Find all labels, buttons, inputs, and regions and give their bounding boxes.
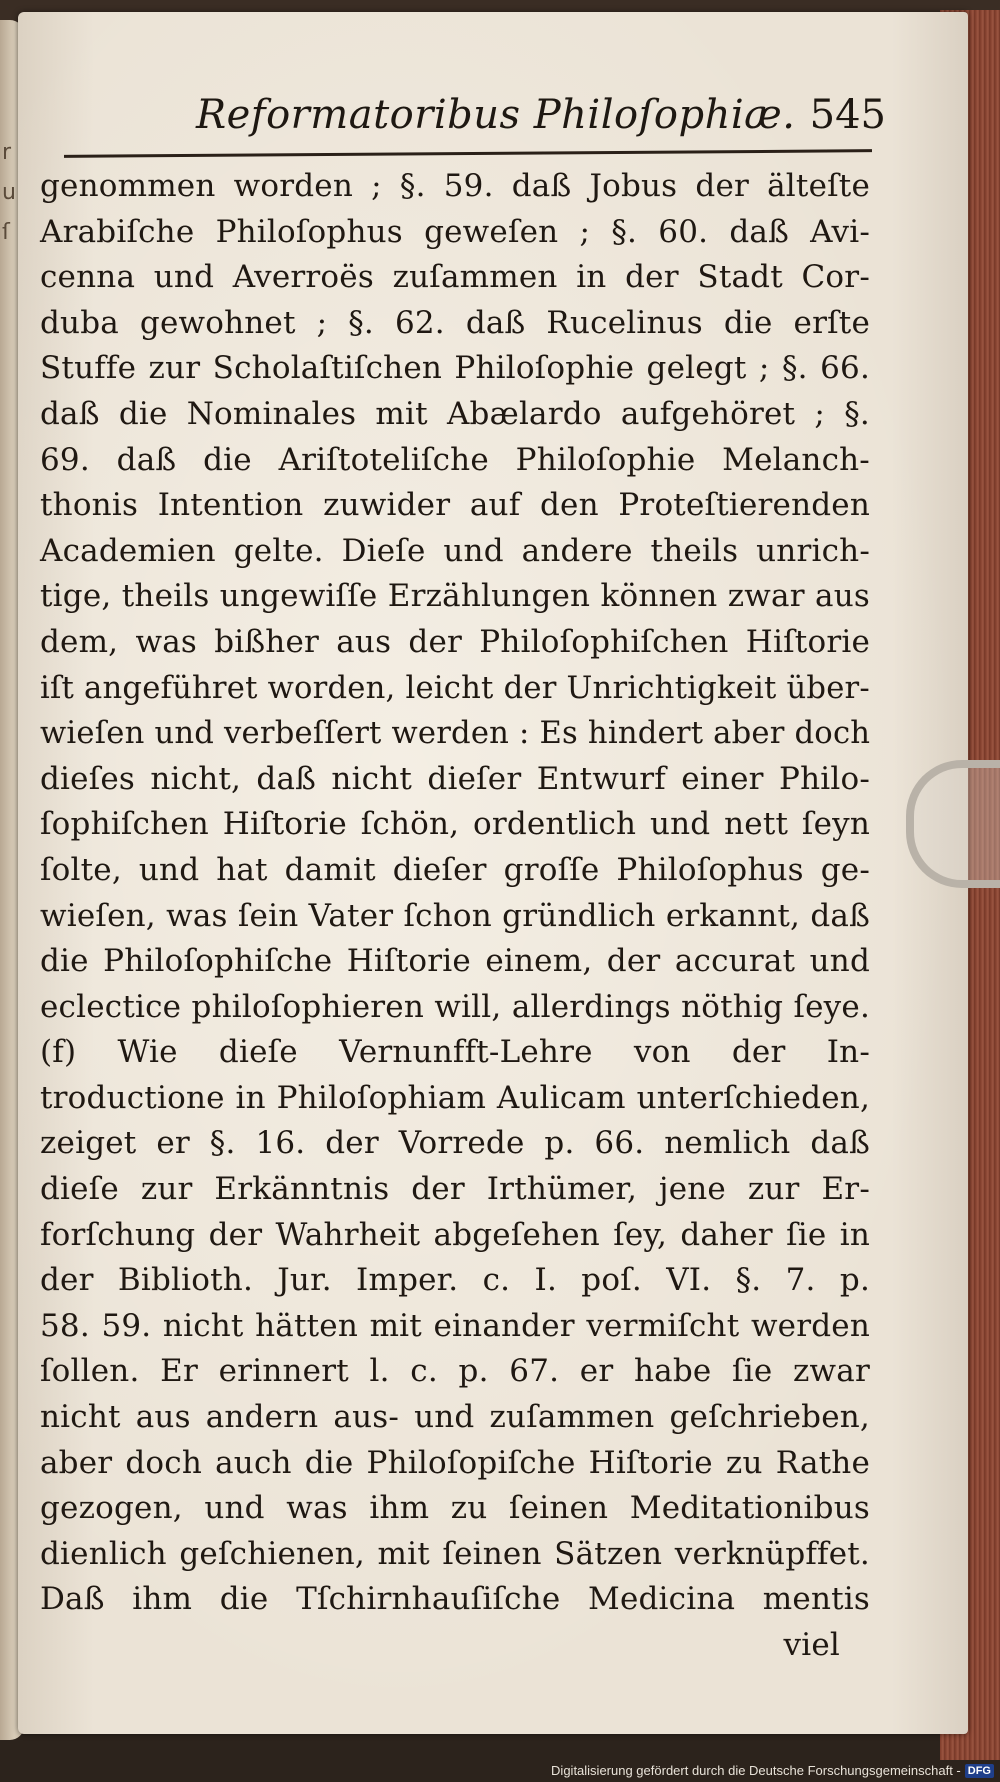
text-line: Stuffe zur Scholaſtiſchen Philoſophie gelegt ; §. 66. (40, 350, 870, 387)
text-line: iſt angeführet worden, leicht der Unrichtigkeit über- (40, 669, 870, 706)
page-number: 545 (809, 92, 886, 138)
text-line: duba gewohnet ; §. 62. daß Rucelinus die erſte (40, 304, 870, 341)
text-line: zeiget er §. 16. der Vorrede p. 66. nemlich daß (40, 1125, 870, 1162)
text-line: die Philoſophiſche Hiſtorie einem, der accurat und (40, 943, 870, 980)
text-line: dieſe zur Erkänntnis der Irthümer, jene zur Er- (40, 1171, 870, 1208)
text-line: nicht aus andern aus- und zuſammen geſchrieben, (40, 1399, 870, 1436)
text-line: ſollen. Er erinnert l. c. p. 67. er habe ſie zwar (40, 1353, 870, 1390)
text-line: tige, theils ungewiſſe Erzählungen können zwar aus (40, 578, 870, 615)
text-line: 69. daß die Ariſtoteliſche Philoſophie Melanch- (40, 441, 870, 478)
body-text (40, 164, 870, 1669)
bookmark-clip (906, 760, 1000, 888)
margin-glyph: u (2, 180, 16, 205)
text-line: Arabiſche Philoſophus geweſen ; §. 60. daß Avi- (40, 213, 870, 250)
footer-credit (551, 1763, 994, 1778)
text-line: daß die Nominales mit Abælardo aufgehöret ; §. (40, 395, 870, 432)
text-line: gezogen, und was ihm zu ſeinen Meditationibus (40, 1490, 870, 1527)
footer-credit-text: Digitalisierung gefördert durch die Deutsche Forschungsgemeinschaft - (551, 1763, 961, 1778)
text-line: wieſen und verbeſſert werden : Es hindert aber doch (40, 715, 871, 752)
text-line: Daß ihm die Tſchirnhauſiſche Medicina mentis (40, 1581, 870, 1618)
text-line: 58. 59. nicht hätten mit einander vermiſcht werden (40, 1307, 870, 1344)
margin-glyph: ſ (2, 220, 10, 245)
text-line: (f) Wie dieſe Vernunfft-Lehre von der In- (40, 1034, 870, 1071)
text-line: aber doch auch die Philoſopiſche Hiſtorie zu Rathe (40, 1444, 870, 1481)
text-line: troductione in Philoſophiam Aulicam unterſchieden, (40, 1079, 870, 1116)
text-line: cenna und Averroës zuſammen in der Stadt Cor- (40, 259, 870, 296)
text-line: ſophiſchen Hiſtorie ſchön, ordentlich und nett ſeyn (40, 806, 870, 843)
text-line: ſolte, und hat damit dieſer groſſe Philoſophus ge- (40, 851, 870, 888)
text-line: thonis Intention zuwider auf den Proteſtierenden (40, 487, 870, 524)
text-line: genommen worden ; §. 59. daß Jobus der älteſte (40, 168, 870, 204)
text-line: der Biblioth. Jur. Imper. c. I. poſ. VI. §. 7. p. (40, 1262, 870, 1299)
text-line: dienlich geſchienen, mit ſeinen Sätzen verknüpffet. (40, 1535, 870, 1572)
text-line: viel (783, 1627, 840, 1663)
text-line: Academien gelte. Dieſe und andere theils unrich- (40, 532, 870, 569)
dfg-logo: DFG (965, 1764, 994, 1778)
text-line: forſchung der Wahrheit abgeſehen ſey, daher ſie in (40, 1216, 870, 1253)
text-line: eclectice philoſophieren will, allerdings nöthig ſeye. (40, 988, 870, 1025)
running-title: Reformatoribus Philoſophiæ. (196, 92, 796, 138)
running-head (196, 92, 896, 152)
text-line: dem, was bißher aus der Philoſophiſchen Hiſtorie (40, 623, 870, 660)
text-line: dieſes nicht, daß nicht dieſer Entwurf einer Philo- (40, 760, 870, 797)
margin-glyph: r (2, 140, 12, 165)
text-line: wieſen, was ſein Vater ſchon gründlich erkannt, daß (40, 897, 870, 934)
